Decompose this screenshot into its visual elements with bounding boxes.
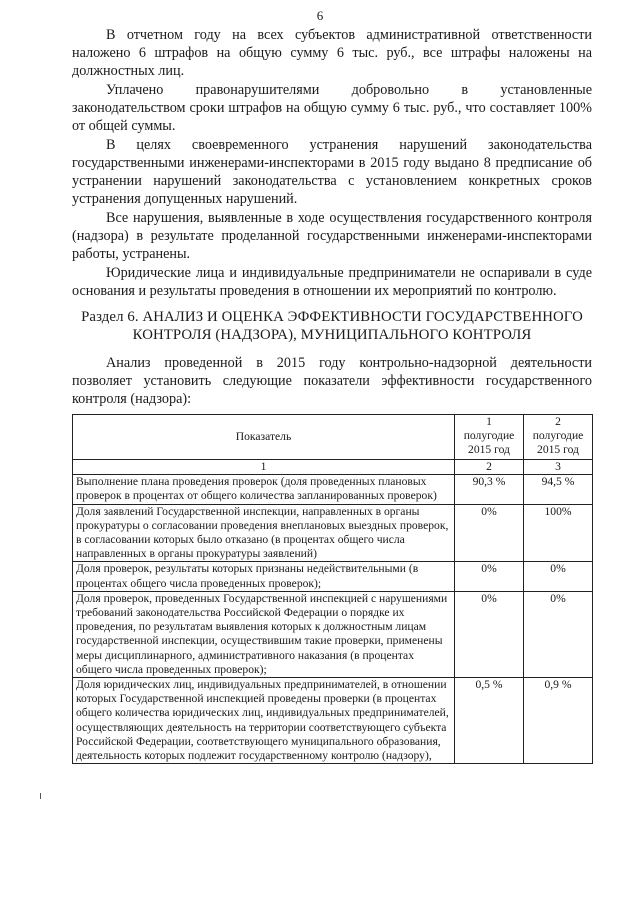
value-half-1: 0% xyxy=(455,504,524,562)
paragraph-intro: Анализ проведенной в 2015 году контрольно-надзорной деятельности позволяет установить следующие показатели эффективности государственного контроля (надзора): xyxy=(72,355,592,407)
header-half-2 xyxy=(524,415,593,460)
indicator-cell: Доля юридических лиц, индивидуальных предпринимателей, в отношении которых Государственной инспекцией проведены проверки (в процентах общего количества юридических лиц, индивидуальных предпринимателей, осуществляющих деятельность на территории соответствующего субъекта Российской Федерации, соответствующего муниципального образования, деятельность которых подлежит государственному контролю (надзору), xyxy=(73,678,455,764)
scan-mark xyxy=(40,793,41,799)
section-title-line-1: Раздел 6. АНАЛИЗ И ОЦЕНКА ЭФФЕКТИВНОСТИ ГОСУДАРСТВЕННОГО xyxy=(81,309,583,325)
index-cell: 3 xyxy=(524,460,593,475)
value-half-1: 90,3 % xyxy=(455,475,524,504)
value-half-1: 0,5 % xyxy=(455,678,524,764)
paragraph-disputes: Юридические лица и индивидуальные предприниматели не оспаривали в суде основания и результаты проведения в отношении их мероприятий по контролю. xyxy=(72,265,592,299)
table-row xyxy=(73,475,593,504)
value-half-2: 0% xyxy=(524,562,593,591)
paragraph-orders: В целях своевременного устранения нарушений законодательства государственными инженерами-инспекторами в 2015 году выдано 8 предписание об устранении нарушений законодательства с установлением конкретных сроков устранения допущенных нарушений. xyxy=(72,137,592,207)
page-number: 6 xyxy=(316,8,324,23)
indicator-cell: Выполнение плана проведения проверок (доля проведенных плановых проверок в процентах от общего количества запланированных проверок) xyxy=(73,475,455,504)
header-half-2-number: 2 xyxy=(555,415,561,428)
index-cell: 1 xyxy=(73,460,455,475)
header-half-1-label: полугодие xyxy=(463,429,515,443)
paragraph-violations: Все нарушения, выявленные в ходе осуществления государственного контроля (надзора) в результате проделанной государственными инженерами-инспекторами работы, устранены. xyxy=(72,210,592,262)
table-header-row xyxy=(73,415,593,460)
index-cell: 2 xyxy=(455,460,524,475)
paragraph-paid: Уплачено правонарушителями добровольно в установленные законодательством сроки штрафов на общую сумму 6 тыс. руб., что составляет 100% от общей суммы. xyxy=(72,82,592,134)
section-title-line-2: КОНТРОЛЯ (НАДЗОРА), МУНИЦИПАЛЬНОГО КОНТРОЛЯ xyxy=(132,327,532,343)
paragraph-fines: В отчетном году на всех субъектов административной ответственности наложено 6 штрафов на общую сумму 6 тыс. руб., все штрафы наложены на должностных лиц. xyxy=(72,27,592,79)
table-row xyxy=(73,504,593,562)
header-half-1 xyxy=(455,415,524,460)
value-half-1: 0% xyxy=(455,591,524,677)
indicator-cell: Доля проверок, результаты которых признаны недействительными (в процентах общего числа проведенных проверок); xyxy=(73,562,455,591)
header-half-1-number: 1 xyxy=(486,415,492,428)
header-half-2-year: 2015 год xyxy=(537,443,579,457)
table-row xyxy=(73,591,593,677)
value-half-2: 0,9 % xyxy=(524,678,593,764)
indicators-table xyxy=(72,414,593,764)
value-half-2: 100% xyxy=(524,504,593,562)
document-body xyxy=(72,26,592,764)
table-row xyxy=(73,562,593,591)
indicator-cell: Доля заявлений Государственной инспекции, направленных в органы прокуратуры о согласовании проведения внеплановых выездных проверок, в согласовании которых было отказано (в процентах общего числа направленных в органы прокуратуры заявлений) xyxy=(73,504,455,562)
header-half-1-year: 2015 год xyxy=(468,443,510,457)
table-row xyxy=(73,678,593,764)
header-indicator: Показатель xyxy=(73,415,455,460)
header-half-2-label: полугодие xyxy=(532,429,584,443)
section-title xyxy=(72,308,592,344)
value-half-2: 94,5 % xyxy=(524,475,593,504)
table-index-row xyxy=(73,460,593,475)
value-half-1: 0% xyxy=(455,562,524,591)
value-half-2: 0% xyxy=(524,591,593,677)
indicator-cell: Доля проверок, проведенных Государственной инспекцией с нарушениями требований законодательства Российской Федерации о порядке их проведения, по результатам выявления которых к должностным лицам государственной инспекции, осуществившим такие проверки, применены меры дисциплинарного, административного наказания (в процентах общего числа проведенных проверок); xyxy=(73,591,455,677)
